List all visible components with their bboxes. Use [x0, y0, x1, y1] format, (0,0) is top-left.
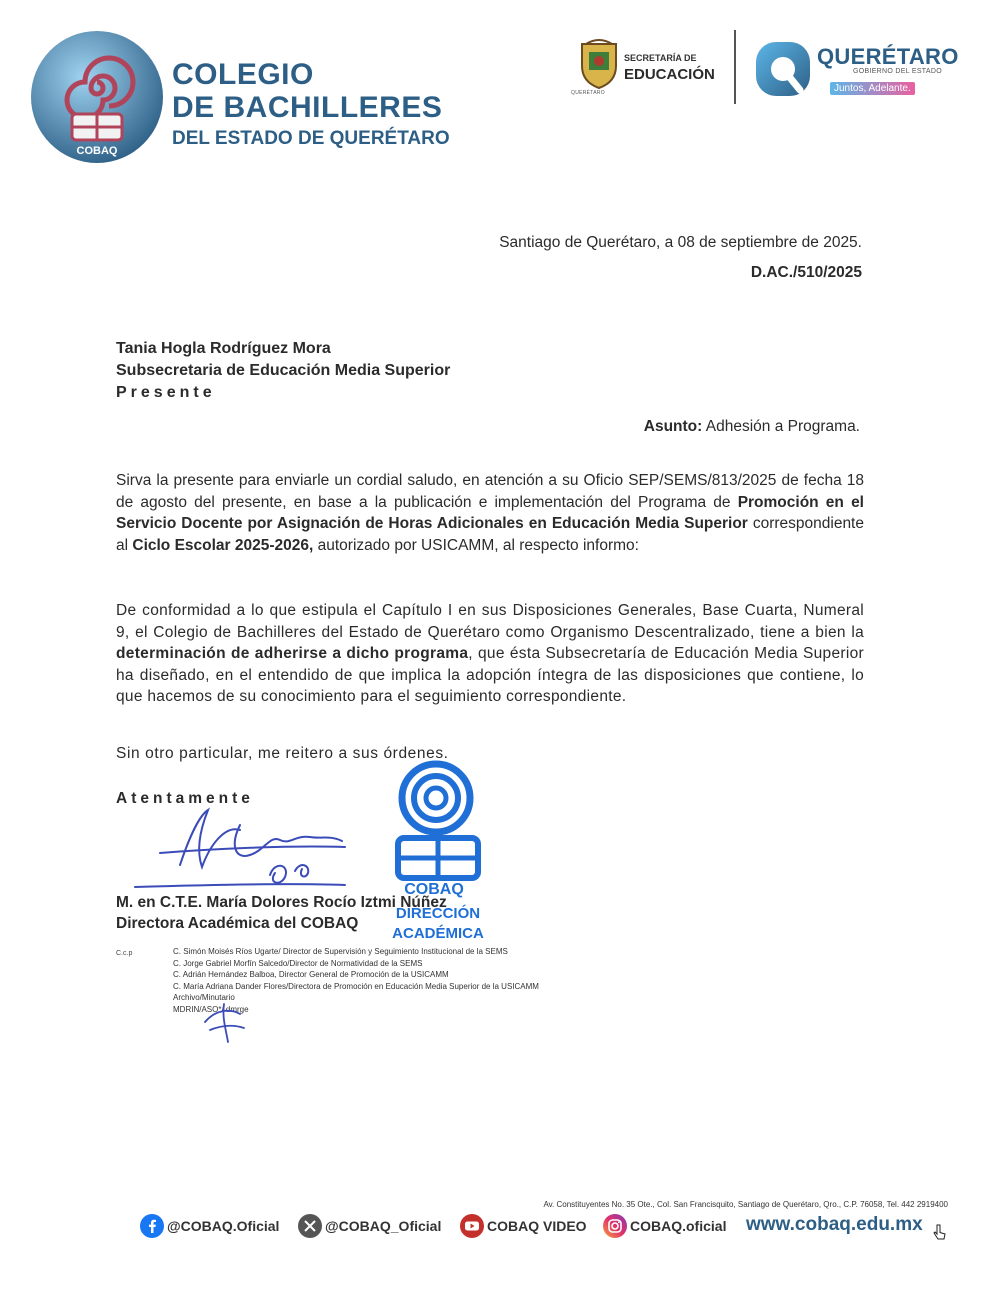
instagram-icon: [603, 1214, 627, 1238]
x-handle: @COBAQ_Oficial: [325, 1218, 442, 1234]
header-divider: [734, 30, 736, 104]
paragraph-1-part-c: correspondiente al: [116, 515, 864, 554]
subject-text: Adhesión a Programa.: [705, 418, 860, 435]
paragraph-1: [116, 470, 864, 556]
school-cycle: Ciclo Escolar 2025-2026,: [132, 536, 314, 554]
institution-line-2: DE BACHILLERES: [172, 91, 443, 124]
determination: determinación de adherirse a dicho programa: [116, 645, 469, 662]
logo-text: COBAQ: [76, 145, 118, 157]
queretaro-slogan: Juntos, Adelante.: [830, 82, 915, 95]
instagram-handle: COBAQ.oficial: [630, 1218, 727, 1234]
institution-line-1: COLEGIO: [172, 58, 314, 91]
paragraph-2-part-a: De conformidad a lo que estipula el Capítulo I en sus Disposiciones Generales, Base Cuarta, Numeral 9, el Colegio de Bachilleres del Estado de Querétaro como Organismo Descentralizado, tiene a bien la: [116, 602, 864, 641]
website-link[interactable]: www.cobaq.edu.mx: [746, 1214, 923, 1235]
institution-line-3: DEL ESTADO DE QUERÉTARO: [172, 128, 450, 149]
ccp-label: C.c.p: [116, 950, 133, 957]
queretaro-logo-icon: [754, 40, 812, 98]
queretaro-title: QUERÉTARO: [817, 44, 959, 69]
x-link[interactable]: [298, 1212, 441, 1240]
youtube-link[interactable]: [460, 1212, 587, 1240]
paragraph-2-part-c: , que ésta Subsecretaría de Educación Media Superior ha diseñado, en el entendido de que implica la adopción íntegra de las disposiciones que contiene, lo que hacemos de su conocimiento para el seguimiento correspondiente.: [116, 645, 864, 705]
facebook-icon: [140, 1214, 164, 1238]
signer-block: [116, 892, 447, 934]
paragraph-1-part-e: autorizado por USICAMM, al respecto informo:: [313, 536, 639, 554]
facebook-handle: @COBAQ.Oficial: [167, 1218, 280, 1234]
stamp-line-2: DIRECCIÓN: [395, 905, 481, 922]
recipient-name: Tania Hogla Rodríguez Mora: [116, 340, 331, 357]
paragraph-1-part-a: Sirva la presente para enviarle un cordial saludo, en atención a su Oficio SEP/SEMS/813/2025 de fecha 18 de agosto del presente, en base a la publicación e implementación del Programa de: [116, 472, 864, 511]
youtube-icon: [460, 1214, 484, 1238]
signer-name: M. en C.T.E. María Dolores Rocío Iztmi Núñez: [116, 894, 447, 911]
program-name: Promoción en el Servicio Docente por Asignación de Horas Adicionales en Educación Media Superior: [116, 493, 864, 532]
recipient-block: [116, 338, 450, 404]
ccp-item: C. Simón Moisés Ríos Ugarte/ Director de Supervisión y Seguimiento Institucional de la SEMS: [173, 947, 508, 956]
letter-date: Santiago de Querétaro, a 08 de septiembre de 2025.: [499, 234, 862, 251]
ccp-item: MDRIN/ASO*/ dmrge: [173, 1004, 249, 1014]
footer-address: Av. Constituyentes No. 35 Ote., Col. San Francisquito, Santiago de Querétaro, Qro., C.P. 76058, Tel. 442 2919400: [543, 1200, 948, 1209]
handwritten-signature: [130, 805, 370, 900]
facebook-link[interactable]: [140, 1212, 279, 1240]
atentamente: Atentamente: [116, 790, 254, 807]
recipient-title: Subsecretaria de Educación Media Superior: [116, 362, 451, 379]
seal-caption: QUERÉTARO: [571, 90, 605, 96]
ccp-item: C. María Adriana Dander Flores/Directora de Promoción en Educación Media Superior de la USICAMM: [173, 981, 539, 991]
instagram-link[interactable]: [603, 1212, 726, 1240]
secretaria-name: EDUCACIÓN: [624, 66, 715, 83]
institution-name: [172, 60, 450, 148]
paragraph-2: [116, 600, 864, 708]
signer-title: Directora Académica del COBAQ: [116, 915, 359, 932]
ccp-item: C. Adrián Hernández Balboa, Director General de Promoción de la USICAMM: [173, 970, 449, 979]
subject-label: Asunto:: [643, 418, 703, 435]
queretaro-subtitle: GOBIERNO DEL ESTADO: [853, 68, 942, 75]
secretaria-label: SECRETARÍA DE: [624, 53, 697, 63]
letter-reference: D.AC./510/2025: [750, 264, 862, 281]
stamp-line-3: ACADÉMICA: [392, 925, 484, 942]
x-icon: [298, 1214, 322, 1238]
youtube-handle: COBAQ VIDEO: [487, 1218, 587, 1234]
ccp-item: Archivo/Minutario: [173, 993, 235, 1002]
subject-line: [644, 418, 860, 436]
cobaq-logo: [30, 30, 164, 164]
state-seal-icon: [578, 38, 620, 90]
presente: Presente: [116, 384, 216, 401]
closing-line: Sin otro particular, me reitero a sus órdenes.: [116, 745, 449, 762]
ccp-item: C. Jorge Gabriel Morfín Salcedo/Director de Normatividad de la SEMS: [173, 958, 423, 968]
pointer-cursor-icon: [933, 1224, 947, 1242]
initials-mark: [200, 1000, 250, 1045]
stamp-line-1: COBAQ: [404, 881, 464, 898]
